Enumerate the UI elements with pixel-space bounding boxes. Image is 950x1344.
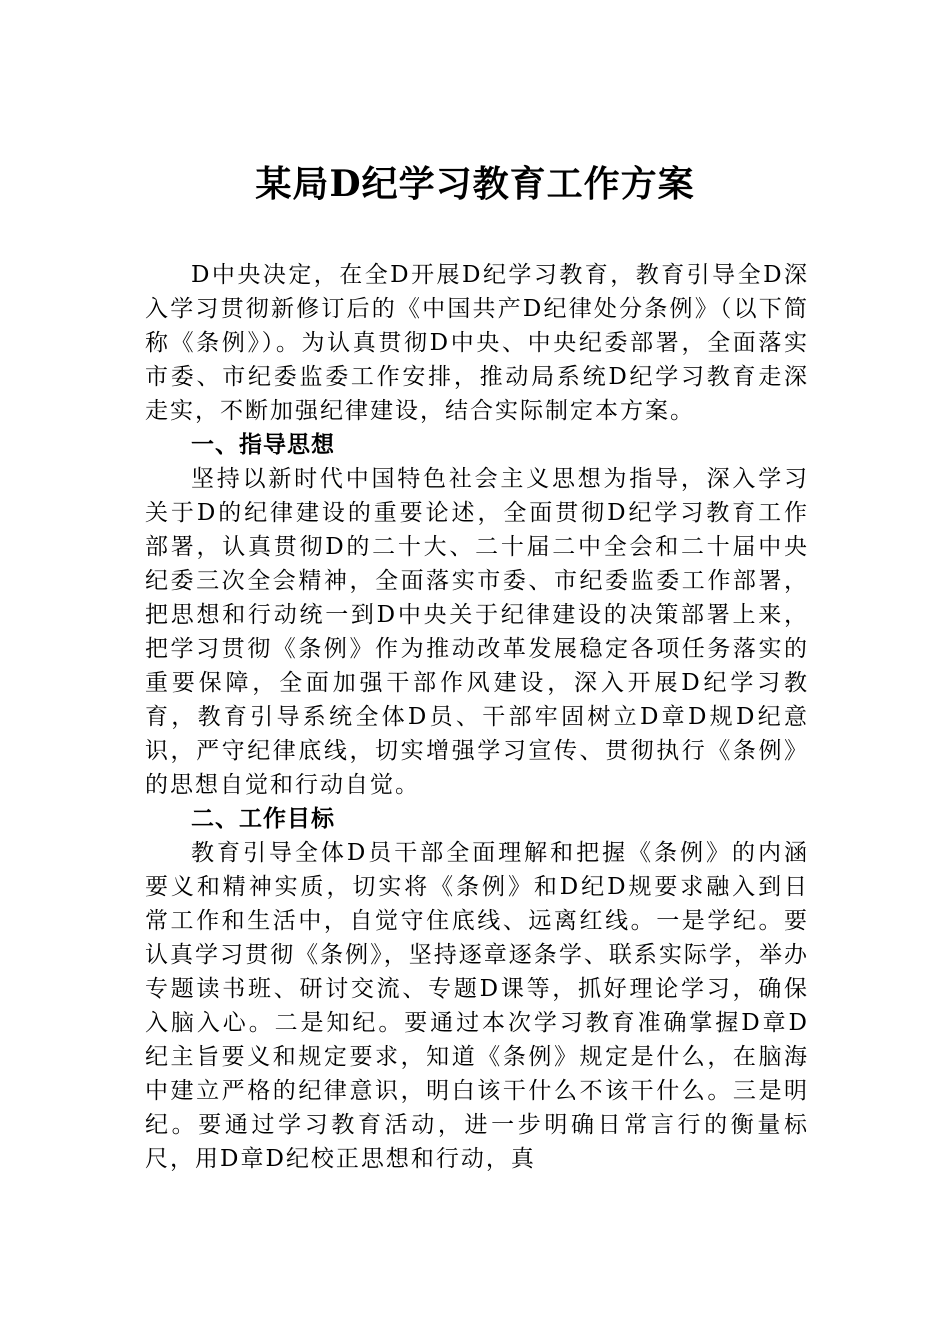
section-paragraph-guiding-ideology: 坚持以新时代中国特色社会主义思想为指导，深入学习关于D的纪律建设的重要论述，全面贯彻D纪学习教育工作部署，认真贯彻D的二十大、二十届二中全会和二十届中央纪委三次全会精神，全面落实市委、市纪委监委工作部署，把思想和行动统一到D中央关于纪律建设的决策部署上来，把学习贯彻《条例》作为推动改革发展稳定各项任务落实的重要保障，全面加强干部作风建设，深入开展D纪学习教育，教育引导系统全体D员、干部牢固树立D章D规D纪意识，严守纪律底线，切实增强学习宣传、贯彻执行《条例》的思想自觉和行动自觉。 <box>145 466 809 798</box>
section-heading-work-goals: 二、工作目标 <box>191 806 335 832</box>
section-paragraph-work-goals: 教育引导全体D员干部全面理解和把握《条例》的内涵要义和精神实质，切实将《条例》和D纪D规要求融入到日常工作和生活中，自觉守住底线、远离红线。一是学纪。要认真学习贯彻《条例》，坚持逐章逐条学、联系实际学，举办专题读书班、研讨交流、专题D课等，抓好理论学习，确保入脑入心。二是知纪。要通过本次学习教育准确掌握D章D纪主旨要义和规定要求，知道《条例》规定是什么，在脑海中建立严格的纪律意识，明白该干什么不该干什么。三是明纪。要通过学习教育活动，进一步明确日常言行的衡量标尺，用D章D纪校正思想和行动，真 <box>145 840 809 1172</box>
document-body <box>145 258 809 1176</box>
section-heading-guiding-ideology: 一、指导思想 <box>191 432 335 458</box>
document-title: 某局D纪学习教育工作方案 <box>255 163 695 205</box>
intro-paragraph: D中央决定，在全D开展D纪学习教育，教育引导全D深入学习贯彻新修订后的《中国共产D纪律处分条例》（以下简称《条例》）。为认真贯彻D中央、中央纪委部署，全面落实市委、市纪委监委工作安排，推动局系统D纪学习教育走深走实，不断加强纪律建设，结合实际制定本方案。 <box>145 262 809 424</box>
